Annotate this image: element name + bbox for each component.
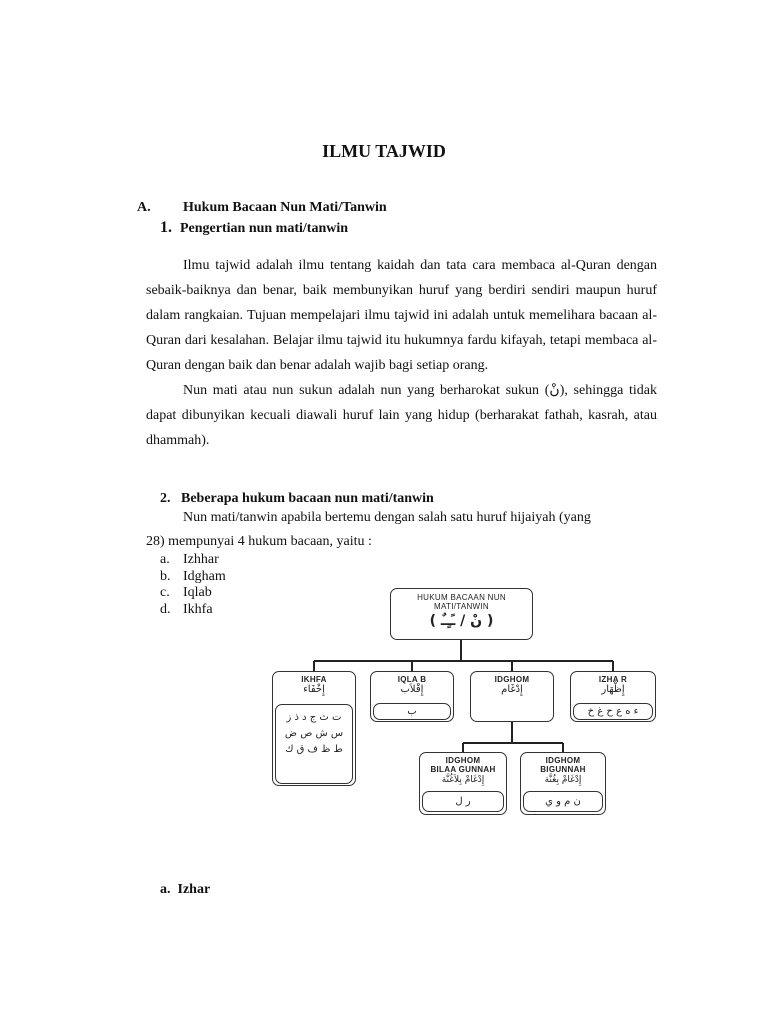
bilaa-line-2: BILAA GUNNAH [430, 765, 496, 774]
subsection-a-title: Izhar [177, 882, 211, 897]
idghom-box [470, 671, 554, 722]
ikhfa-label: IKHFA [301, 675, 327, 684]
iqlab-arabic: إِقْلاَب [400, 684, 424, 695]
iqlab-letters: ب [407, 706, 417, 717]
paragraph-1: Ilmu tajwid adalah ilmu tentang kaidah dan tata cara membaca al-Quran dengan sebaik-baiknya dan benar, baik membunyikan huruf yang berdiri sendiri maupun huruf dalam rangkaian. Tujuan mempelajari ilmu tajwid ini adalah untuk memelihara bacaan al-Quran dari kesalahan. Belajar ilmu tajwid itu hukumnya fardu kifayah, tetapi membaca al-Quran dengan baik dan benar adalah wajib bagi setiap orang. [146, 258, 657, 373]
section-2-line-1: Nun mati/tanwin apabila bertemu dengan salah satu huruf hijaiyah (yang [183, 510, 591, 525]
idghom-arabic: إِدْغَام [501, 684, 523, 695]
list-item: b. Idgham [160, 568, 226, 584]
diagram-root-box [390, 588, 533, 640]
list-item: c. Iqlab [160, 585, 212, 600]
bigunnah-line-1: IDGHOM [545, 756, 581, 765]
izhar-letters-box [573, 703, 653, 720]
bigunnah-line-2: BIGUNNAH [540, 765, 586, 774]
root-arabic: ( نْ / ـًـٍـٌ ) [429, 613, 494, 629]
bigunnah-letters: ن م و ي [545, 796, 581, 807]
subsection-a-letter: a. [160, 882, 171, 897]
ikhfa-letters-2: س ش ص ض [284, 728, 344, 739]
bigunnah-arabic: إِدْغَامْ بِغُنَّة [544, 775, 582, 785]
ikhfa-letters-3: ط ظ ف ق ك [285, 744, 343, 755]
root-line-2: MATI/TANWIN [434, 602, 489, 611]
ikhfa-letters-box [275, 704, 353, 784]
ikhfa-box [272, 671, 356, 786]
section-a-title: Hukum Bacaan Nun Mati/Tanwin [183, 200, 387, 215]
ikhfa-letters-1: ت ث ج د ذ ز [286, 712, 342, 723]
iqlab-label: IQLA B [397, 675, 427, 684]
section-2-title: Beberapa hukum bacaan nun mati/tanwin [181, 491, 434, 506]
document-title: ILMU TAJWID [322, 141, 446, 161]
izhar-letters: ء ه ع ح غ خ [587, 706, 639, 717]
iqlab-box [370, 671, 454, 722]
root-line-1: HUKUM BACAAN NUN [417, 593, 506, 602]
section-2-line-2: 28) mempunyai 4 hukum bacaan, yaitu : [146, 534, 372, 549]
section-1-title: Pengertian nun mati/tanwin [180, 221, 349, 236]
izhar-arabic: إِظْهَار [601, 684, 625, 695]
section-2-number: 2. [160, 491, 171, 506]
list-item: a. Izhhar [160, 552, 219, 567]
idghom-bilaa-gunnah-box [419, 752, 507, 815]
bilaa-line-1: IDGHOM [445, 756, 481, 765]
paragraph-2: Nun mati atau nun sukun adalah nun yang berharokat sukun (نْ), sehingga tidak dapat dibunyikan kecuali diawali huruf lain yang hidup (berharakat fathah, kasrah, atau dhammah). [146, 383, 657, 448]
izhar-box [570, 671, 656, 722]
subsection-a-heading [160, 882, 210, 898]
idghom-label: IDGHOM [494, 675, 530, 684]
ikhfa-arabic: إِخْفَاء [303, 684, 325, 695]
bilaa-letters: ر ل [455, 796, 471, 807]
list-item: d. Ikhfa [160, 601, 213, 617]
izhar-label: IZHA R [598, 675, 628, 684]
bigunnah-letters-box [523, 791, 603, 812]
bilaa-letters-box [422, 791, 504, 812]
bilaa-arabic: إِدْغَامْ بِلاَغُنَّة [441, 775, 485, 785]
section-1-number: 1. [160, 219, 172, 236]
section-a-letter: A. [137, 200, 151, 215]
idghom-bigunnah-box [520, 752, 606, 815]
iqlab-letters-box [373, 703, 451, 720]
